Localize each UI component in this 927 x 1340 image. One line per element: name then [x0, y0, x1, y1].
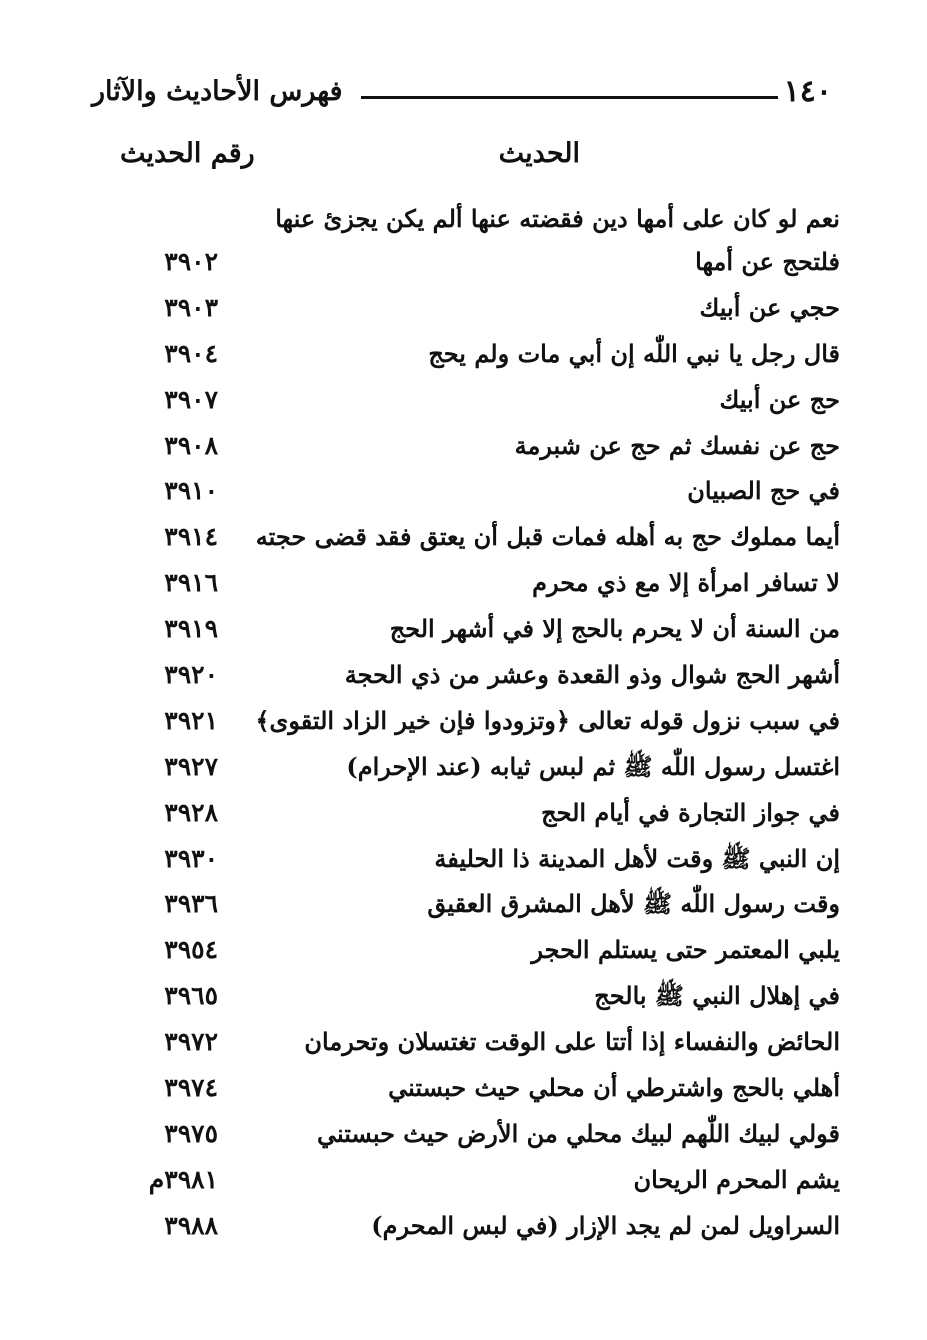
hadith-number: ٣٩٨٨	[164, 1210, 218, 1240]
index-entry	[100, 285, 840, 331]
index-entry	[100, 973, 840, 1019]
column-header-hadith: الحديث	[498, 138, 580, 169]
hadith-text: يشم المحرم الريحان	[633, 1164, 840, 1194]
index-entry	[100, 423, 840, 469]
hadith-number: ٣٩٠٢	[164, 247, 218, 276]
index-entry	[100, 790, 840, 836]
hadith-text: أيما مملوك حج به أهله فمات قبل أن يعتق فقد قضى حجته	[255, 522, 840, 552]
hadith-number: ٣٩٥٤	[164, 935, 218, 965]
running-title: فهرس الأحاديث والآثار	[92, 75, 343, 107]
hadith-number: ٣٩٢٠	[164, 660, 218, 690]
hadith-text: قال رجل يا نبي اللّٰه إن أبي مات ولم يحج	[428, 338, 840, 368]
index-entry	[100, 744, 840, 790]
index-entry	[100, 1157, 840, 1203]
hadith-text: حج عن أبيك	[719, 384, 840, 414]
hadith-text: قولي لبيك اللّٰهم لبيك محلي من الأرض حيث حبستني	[316, 1118, 840, 1148]
hadith-number: ٣٩١٠	[164, 476, 218, 506]
hadith-text: في جواز التجارة في أيام الحج	[541, 797, 840, 827]
index-entry	[100, 652, 840, 698]
hadith-text: أشهر الحج شوال وذو القعدة وعشر من ذي الحجة	[344, 660, 840, 690]
hadith-number: ٣٩١٩	[164, 614, 218, 644]
index-entry	[100, 514, 840, 560]
hadith-text: حجي عن أبيك	[699, 292, 840, 322]
hadith-number: ٣٩٢٨	[164, 797, 218, 827]
index-entry	[100, 1111, 840, 1157]
hadith-number: ٣٩٣٠	[164, 843, 218, 873]
hadith-text: فلتحج عن أمها	[695, 247, 840, 276]
hadith-number: ٣٩٣٦	[164, 889, 218, 919]
hadith-text: في حج الصبيان	[687, 476, 840, 506]
hadith-number: ٣٩٠٤	[164, 338, 218, 368]
index-entry	[100, 196, 840, 239]
hadith-number: ٣٩٨١م	[148, 1164, 218, 1194]
running-head	[92, 66, 832, 116]
hadith-text: يلبي المعتمر حتى يستلم الحجر	[531, 935, 840, 965]
index-entry	[100, 468, 840, 514]
header-rule	[361, 96, 778, 99]
hadith-number: ٣٩٠٨	[164, 430, 218, 460]
index-entry	[100, 1019, 840, 1065]
column-headers	[110, 138, 830, 182]
hadith-text: حج عن نفسك ثم حج عن شبرمة	[514, 430, 840, 460]
hadith-text: من السنة أن لا يحرم بالحج إلا في أشهر الحج	[389, 614, 840, 644]
hadith-number: ٣٩٦٥	[164, 981, 218, 1011]
index-entry	[100, 331, 840, 377]
hadith-number: ٣٩٧٢	[164, 1027, 218, 1057]
hadith-text: اغتسل رسول اللّٰه ﷺ ثم لبس ثيابه (عند الإحرام)	[346, 751, 840, 781]
index-entry	[100, 606, 840, 652]
index-entry	[100, 560, 840, 606]
page-number: ١٤٠	[783, 73, 832, 109]
index-entry	[100, 239, 840, 285]
hadith-text: في سبب نزول قوله تعالى ﴿وتزودوا فإن خير الزاد التقوى﴾	[255, 705, 840, 735]
hadith-text: إن النبي ﷺ وقت لأهل المدينة ذا الحليفة	[434, 843, 840, 873]
hadith-text: الحائض والنفساء إذا أتتا على الوقت تغتسلان وتحرمان	[304, 1027, 840, 1057]
hadith-number: ٣٩١٦	[164, 568, 218, 598]
hadith-text: أهلي بالحج واشترطي أن محلي حيث حبستني	[388, 1073, 840, 1103]
hadith-text: لا تسافر امرأة إلا مع ذي محرم	[532, 568, 840, 598]
hadith-text: السراويل لمن لم يجد الإزار (في لبس المحرم)	[371, 1210, 840, 1240]
column-header-number: رقم الحديث	[120, 138, 255, 169]
hadith-number: ٣٩٢٧	[164, 751, 218, 781]
index-entry	[100, 1065, 840, 1111]
index-entry	[100, 836, 840, 882]
index-entry	[100, 1203, 840, 1249]
index-entry	[100, 698, 840, 744]
hadith-number: ٣٩٧٤	[164, 1073, 218, 1103]
hadith-number: ٣٩٠٣	[164, 292, 218, 322]
hadith-number: ٣٩١٤	[164, 522, 218, 552]
hadith-number: ٣٩٠٧	[164, 384, 218, 414]
index-entry	[100, 881, 840, 927]
hadith-text: في إهلال النبي ﷺ بالحج	[594, 981, 840, 1011]
index-entry	[100, 927, 840, 973]
hadith-number: ٣٩٧٥	[164, 1118, 218, 1148]
index-entry	[100, 377, 840, 423]
hadith-text: وقت رسول اللّٰه ﷺ لأهل المشرق العقيق	[427, 889, 840, 919]
hadith-text: نعم لو كان على أمها دين فقضته عنها ألم يكن يجزئ عنها	[275, 204, 840, 233]
hadith-index-list	[100, 196, 840, 1249]
hadith-number: ٣٩٢١	[164, 705, 218, 735]
